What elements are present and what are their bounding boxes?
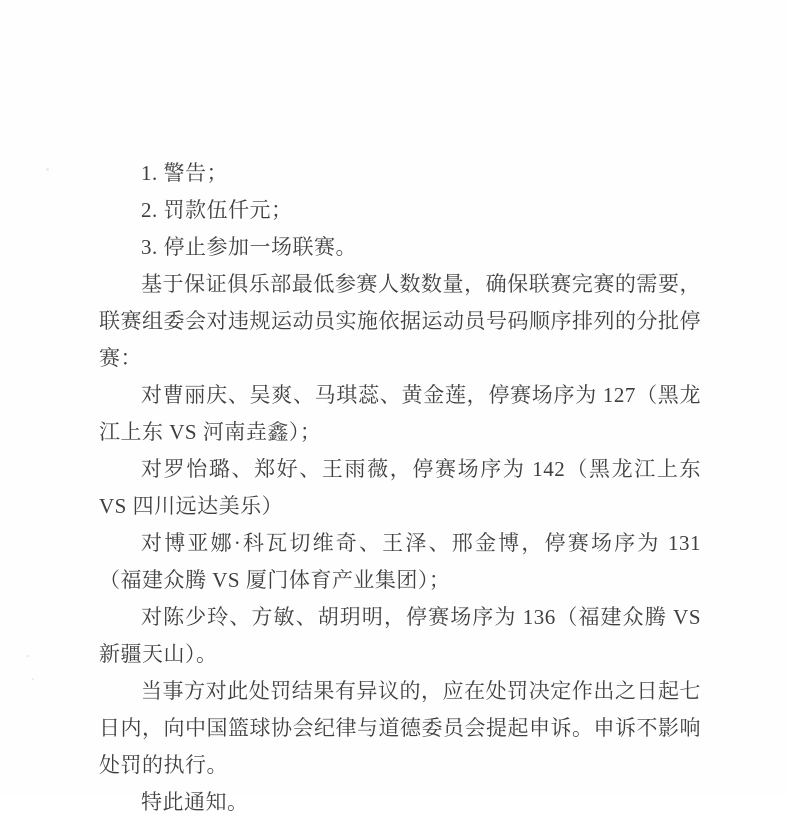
penalty-item-fine: 2. 罚款伍仟元；	[141, 198, 293, 222]
scan-speck	[26, 655, 29, 657]
paragraph-closing-notice: 特此通知。	[141, 790, 249, 814]
paragraph-appeal-procedure: 当事方对此处罚结果有异议的，应在处罚决定作出之日起七日内，向中国篮球协会纪律与道德委员会提起申诉。申诉不影响处罚的执行。	[99, 679, 701, 777]
paragraph-suspension-group-1: 对曹丽庆、吴爽、马琪蕊、黄金莲，停赛场序为 127（黑龙江上东 VS 河南垚鑫）；	[99, 383, 701, 444]
paragraph-suspension-group-2: 对罗怡璐、郑好、王雨薇，停赛场序为 142（黑龙江上东 VS 四川远达美乐）	[99, 457, 701, 518]
penalty-item-suspension: 3. 停止参加一场联赛。	[141, 235, 357, 259]
scan-speck	[46, 168, 49, 171]
notice-text-block	[99, 155, 701, 821]
penalty-item-warning: 1. 警告；	[141, 161, 228, 185]
paragraph-suspension-group-4: 对陈少玲、方敏、胡玥明，停赛场序为 136（福建众腾 VS 新疆天山）。	[99, 605, 701, 666]
paragraph-suspension-group-3: 对博亚娜·科瓦切维奇、王泽、邢金博，停赛场序为 131（福建众腾 VS 厦门体育产业集团）；	[99, 531, 701, 592]
scan-speck	[32, 678, 34, 680]
paragraph-batch-suspension-intro: 基于保证俱乐部最低参赛人数数量，确保联赛完赛的需要，联赛组委会对违规运动员实施依据运动员号码顺序排列的分批停赛：	[99, 272, 701, 370]
